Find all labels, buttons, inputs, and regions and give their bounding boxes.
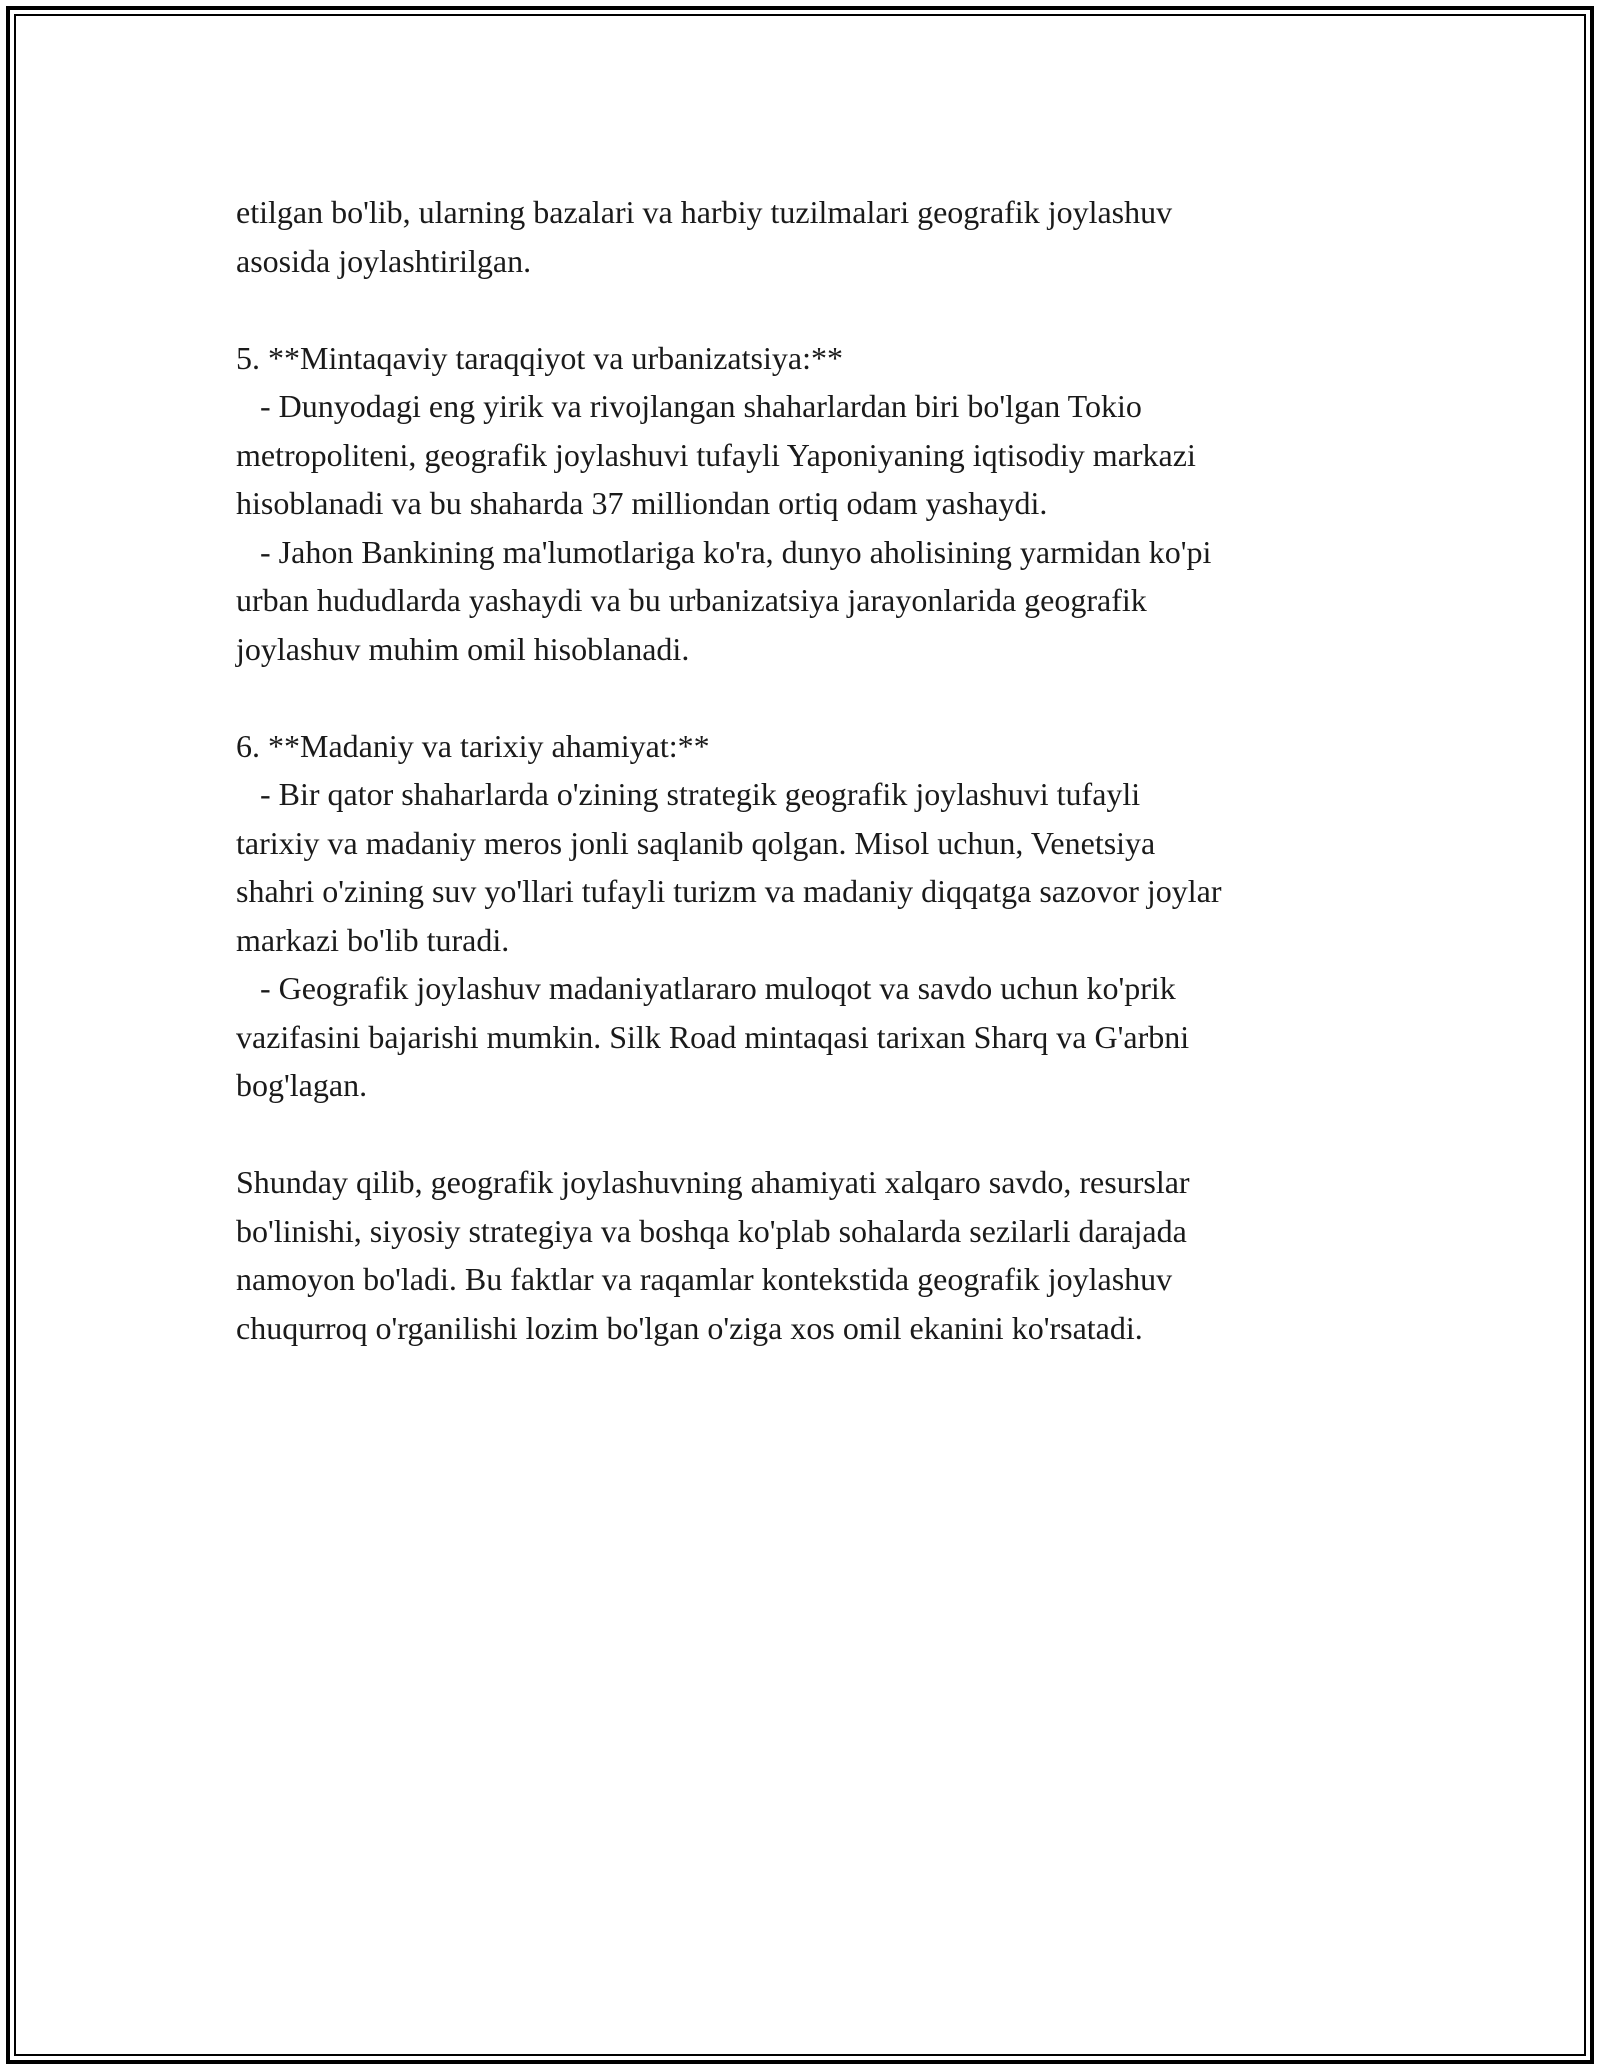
- text-line: - Bir qator shaharlarda o'zining strategik geografik joylashuvi tufayli: [236, 776, 1141, 812]
- text-line: vazifasini bajarishi mumkin. Silk Road mintaqasi tarixan Sharq va G'arbni: [236, 1018, 1190, 1055]
- text-line: tarixiy va madaniy meros jonli saqlanib qolgan. Misol uchun, Venetsiya: [236, 824, 1156, 861]
- text-line: urban hududlarda yashaydi va bu urbanizatsiya jarayonlarida geografik: [236, 582, 1147, 618]
- section-6: [236, 722, 1416, 1110]
- section-heading: 5. **Mintaqaviy taraqqiyot va urbanizatsiya:**: [236, 339, 843, 376]
- text-line: metropoliteni, geografik joylashuvi tufayli Yaponiyaning iqtisodiy markazi: [236, 436, 1196, 473]
- text-line: hisoblanadi va bu shaharda 37 milliondan ortiq odam yashaydi.: [236, 485, 1048, 521]
- conclusion-paragraph: [236, 1158, 1416, 1352]
- intro-paragraph: [236, 188, 1416, 285]
- text-line: - Geografik joylashuv madaniyatlararo muloqot va savdo uchun ko'prik: [236, 970, 1176, 1006]
- text-line: bo'linishi, siyosiy strategiya va boshqa ko'plab sohalarda sezilarli darajada: [236, 1212, 1187, 1249]
- text-line: bog'lagan.: [236, 1067, 368, 1103]
- document-body: [236, 188, 1416, 1352]
- paragraph-spacer: [236, 1110, 1416, 1159]
- text-line: namoyon bo'ladi. Bu faktlar va raqamlar kontekstida geografik joylashuv: [236, 1261, 1173, 1297]
- text-line: - Jahon Bankining ma'lumotlariga ko'ra, dunyo aholisining yarmidan ko'pi: [236, 533, 1212, 570]
- text-line: etilgan bo'lib, ularning bazalari va harbiy tuzilmalari geografik joylashuv: [236, 194, 1173, 230]
- paragraph-spacer: [236, 285, 1416, 334]
- text-line: shahri o'zining suv yo'llari tufayli turizm va madaniy diqqatga sazovor joylar: [236, 873, 1222, 909]
- section-5: [236, 334, 1416, 674]
- text-line: - Dunyodagi eng yirik va rivojlangan shaharlardan biri bo'lgan Tokio: [236, 388, 1142, 424]
- section-heading: 6. **Madaniy va tarixiy ahamiyat:**: [236, 727, 710, 764]
- text-line: chuqurroq o'rganilishi lozim bo'lgan o'ziga xos omil ekanini ko'rsatadi.: [236, 1309, 1143, 1346]
- text-line: Shunday qilib, geografik joylashuvning ahamiyati xalqaro savdo, resurslar: [236, 1164, 1190, 1200]
- paragraph-spacer: [236, 673, 1416, 722]
- text-line: joylashuv muhim omil hisoblanadi.: [236, 630, 690, 667]
- text-line: markazi bo'lib turadi.: [236, 921, 510, 958]
- text-line: asosida joylashtirilgan.: [236, 242, 532, 279]
